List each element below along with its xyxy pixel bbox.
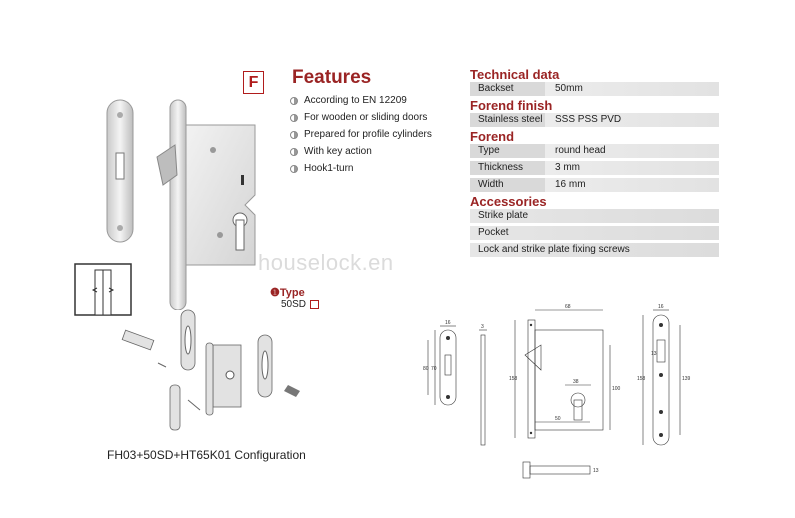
dim-hook: 13 [651,351,657,357]
forend-title: Forend [470,129,515,144]
bullet-icon [290,165,298,173]
dim-strike-width: 16 [445,320,451,326]
technical-drawings [415,300,715,480]
features-title: Features [292,67,372,88]
feature-item: Prepared for profile cylinders [290,126,432,143]
feature-item: With key action [290,143,432,160]
spec-row: Width 16 mm [470,178,719,192]
spec-panel [470,67,719,257]
dim-forend-height: 158 [637,376,646,382]
dim-strike-opening: 70 [431,366,437,372]
dim-forend-width: 16 [658,304,664,310]
configuration-exploded-view [118,305,318,440]
dim-forend-thickness: 3 [481,324,484,330]
checkbox-icon [310,300,319,309]
technical-data-title: Technical data [470,67,560,82]
type-marker-icon: ❶ [270,287,280,299]
configuration-caption: FH03+50SD+HT65K01 Configuration [107,448,306,462]
feature-item: For wooden or sliding doors [290,109,432,126]
dim-strike-height: 80 [423,366,429,372]
dim-case-height: 158 [509,376,518,382]
forend-photo [170,100,186,310]
accessories-title: Accessories [470,194,547,209]
spec-row: Backset 50mm [470,82,719,96]
forend-finish-title: Forend finish [470,98,553,113]
type-title: ❶Type [270,287,305,299]
forend-front-drawing [653,315,669,445]
forend-side-drawing [481,335,485,445]
bolt-drawing [530,466,590,474]
dim-backset: 50 [555,416,561,422]
lock-case-photo [186,125,255,265]
bullet-icon [290,131,298,139]
watermark-text: houselock.en [258,250,394,275]
accessory-item: Lock and strike plate fixing screws [470,243,719,257]
dim-bolt-width: 13 [593,468,599,474]
dim-forend-inner: 139 [682,376,691,382]
lock-body-drawing [535,330,603,430]
spec-row: Stainless steel SSS PSS PVD [470,113,719,127]
accessory-item: Pocket [470,226,719,240]
dim-case-width: 68 [565,304,571,310]
features-list [290,92,432,177]
accessory-item: Strike plate [470,209,719,223]
bullet-icon [290,114,298,122]
feature-logo-badge: F [243,71,264,94]
strike-plate-drawing [440,330,456,405]
feature-item: Hook1-turn [290,160,432,177]
bullet-icon [290,97,298,105]
dim-cylinder-width: 38 [573,379,579,385]
feature-item: According to EN 12209 [290,92,432,109]
spec-row: Thickness 3 mm [470,161,719,175]
spec-row: Type round head [470,144,719,158]
dim-cylinder-height: 100 [612,386,621,392]
bullet-icon [290,148,298,156]
type-option: 50SD [281,299,319,310]
